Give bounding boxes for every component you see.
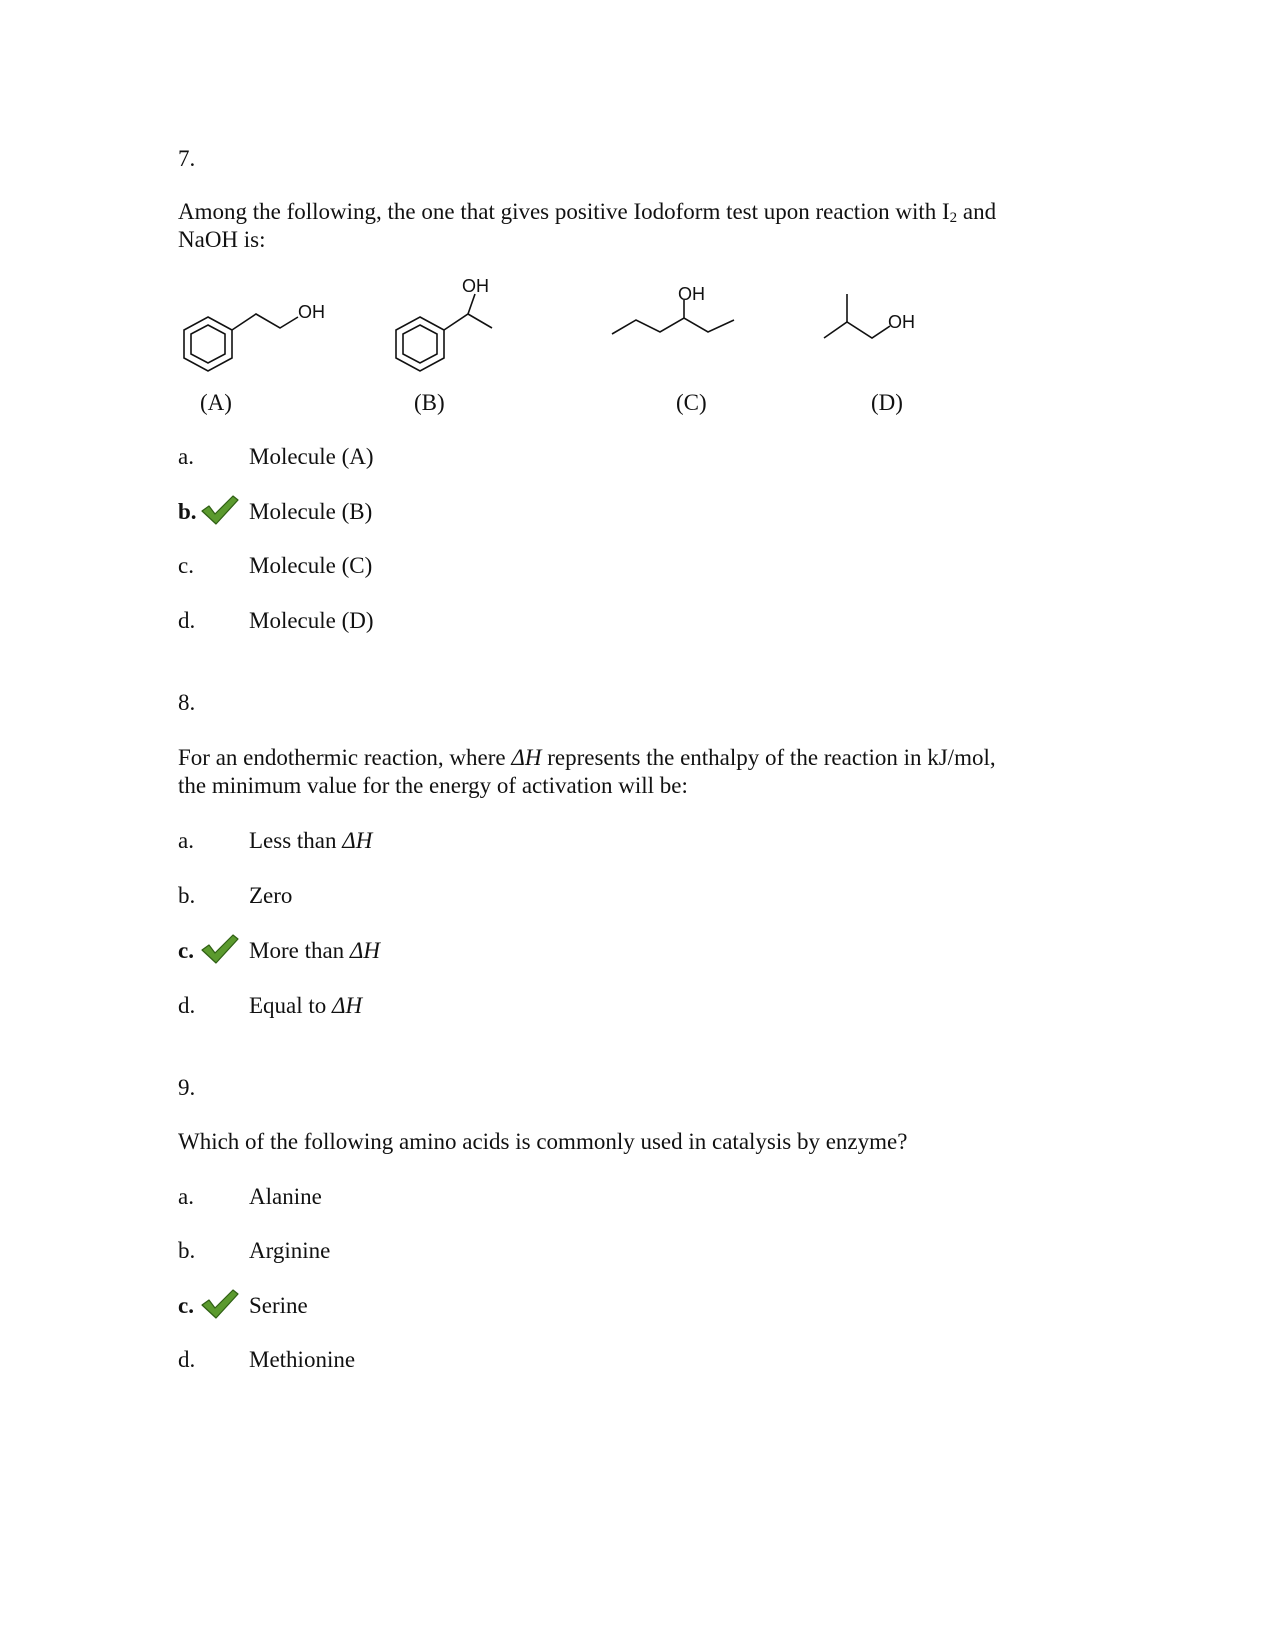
q9-option-c-letter: c. [178, 1293, 194, 1318]
q7-option-c-text[interactable]: Molecule (C) [249, 553, 373, 578]
q8-option-a-text[interactable]: Less than ΔH [249, 828, 373, 853]
checkmark-icon [200, 933, 240, 965]
molecule-b-oh: OH [462, 276, 489, 296]
question-7-number: 7. [178, 146, 196, 171]
q8-option-a-letter: a. [178, 828, 194, 853]
question-7-text: Among the following, the one that gives positive Iodoform test upon reaction with $I_2$ and NaOH is: [178, 199, 997, 252]
q9-option-d-letter: d. [178, 1347, 196, 1372]
molecule-b-structure [396, 294, 492, 371]
molecule-a-structure [184, 314, 298, 371]
molecule-a-oh: OH [298, 302, 325, 322]
q9-option-c-text[interactable]: Serine [249, 1293, 308, 1318]
molecule-structures [170, 270, 950, 380]
q8-option-d-letter: d. [178, 993, 196, 1018]
q8-option-c-text[interactable]: More than ΔH [249, 938, 381, 963]
question-9-number: 9. [178, 1075, 196, 1100]
molecule-c-oh: OH [678, 284, 705, 304]
checkmark-icon [200, 494, 240, 526]
q7-option-d-text[interactable]: Molecule (D) [249, 608, 374, 633]
q7-option-b-text[interactable]: Molecule (B) [249, 499, 373, 524]
q9-option-b-letter: b. [178, 1238, 196, 1263]
question-8-text: For an endothermic reaction, where ΔH represents the enthalpy of the reaction in kJ/mol, the minimum value for the energy of activation will be: [178, 745, 996, 798]
checkmark-icon [200, 1288, 240, 1320]
q7-option-c-letter: c. [178, 553, 194, 578]
q7-option-d-letter: d. [178, 608, 196, 633]
q8-option-d-text[interactable]: Equal to ΔH [249, 993, 363, 1018]
question-8-number: 8. [178, 690, 196, 715]
q9-option-a-letter: a. [178, 1184, 194, 1209]
q8-option-b-letter: b. [178, 883, 196, 908]
q9-option-b-text[interactable]: Arginine [249, 1238, 331, 1263]
molecule-d-structure [824, 294, 890, 338]
q9-option-d-text[interactable]: Methionine [249, 1347, 356, 1372]
molecule-a-label: (A) [200, 390, 232, 415]
molecule-d-label: (D) [871, 390, 903, 415]
q7-option-a-text[interactable]: Molecule (A) [249, 444, 374, 469]
q9-option-a-text[interactable]: Alanine [249, 1184, 322, 1209]
q8-option-b-text[interactable]: Zero [249, 883, 293, 908]
q7-option-a-letter: a. [178, 444, 194, 469]
q7-option-b-letter: b. [178, 499, 197, 524]
molecule-d-oh: OH [888, 312, 915, 332]
molecule-c-structure [612, 300, 734, 334]
q8-option-c-letter: c. [178, 938, 194, 963]
question-9-text: Which of the following amino acids is commonly used in catalysis by enzyme? [178, 1129, 908, 1154]
molecule-c-label: (C) [676, 390, 707, 415]
molecule-b-label: (B) [414, 390, 445, 415]
